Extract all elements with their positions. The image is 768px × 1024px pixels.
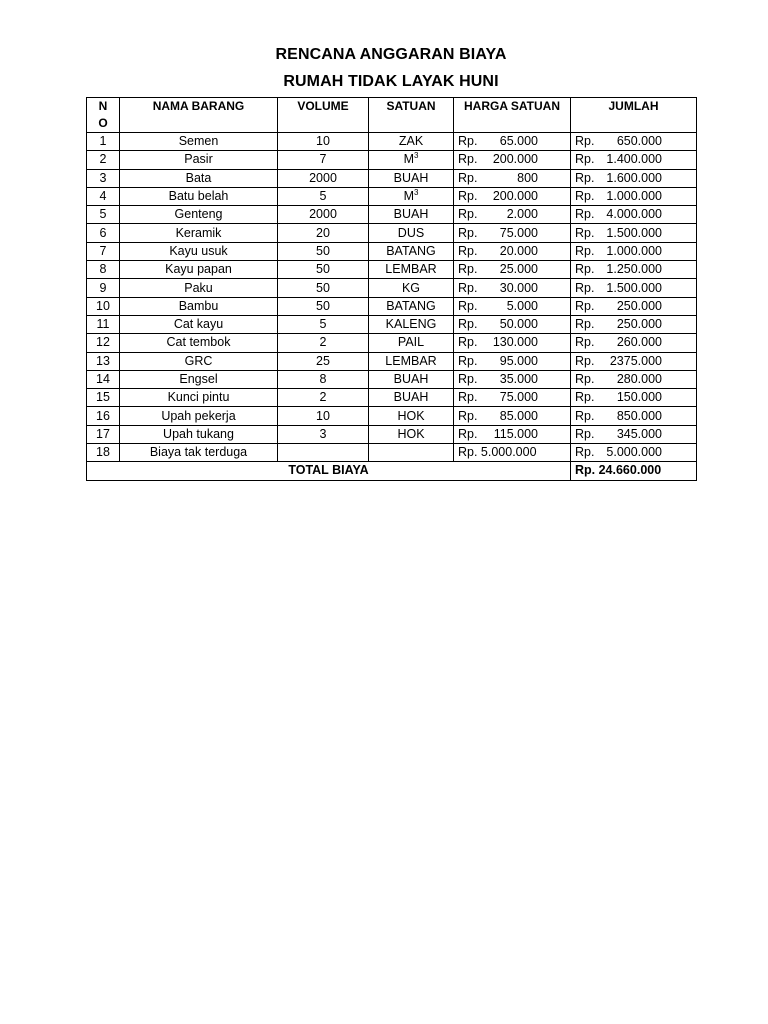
cell-no: 16 [87,407,120,425]
cell-harga-satuan [454,261,571,279]
jumlah-value: 850.000 [616,408,662,423]
cell-no: 11 [87,315,120,333]
currency-label: Rp. [458,152,478,167]
cell-volume: 5 [278,315,369,333]
cell-volume: 10 [278,407,369,425]
currency-label: Rp. [458,390,478,405]
currency-label: Rp. [575,189,595,204]
satuan-text: LEMBAR [385,262,437,277]
currency-label: Rp. [575,390,595,405]
cell-satuan [369,370,454,388]
jumlah-value: 4.000.000 [606,207,662,222]
satuan-text: M [403,152,414,167]
cell-jumlah [571,206,697,224]
currency-label: Rp. [575,134,595,149]
cell-nama-barang: Genteng [120,206,278,224]
table-row [87,352,697,370]
cell-harga-satuan [454,370,571,388]
budget-table [86,97,697,481]
cell-satuan [369,389,454,407]
header-volume: VOLUME [278,98,369,133]
jumlah-value: 1.000.000 [606,189,662,204]
cell-nama-barang: GRC [120,352,278,370]
currency-label: Rp. [458,298,478,313]
satuan-text: ZAK [398,134,424,149]
cell-nama-barang: Engsel [120,370,278,388]
header-nama-barang: NAMA BARANG [120,98,278,133]
harga-value: 50.000 [499,317,538,332]
cell-jumlah [571,315,697,333]
table-row [87,407,697,425]
cell-satuan [369,352,454,370]
header-no-line1: N [98,99,108,113]
harga-value: 75.000 [499,225,538,240]
cell-nama-barang: Upah tukang [120,425,278,443]
jumlah-value: 1.000.000 [606,243,662,258]
cell-jumlah [571,297,697,315]
currency-label: Rp. [458,262,478,277]
cell-no: 1 [87,133,120,151]
currency-label: Rp. [458,189,478,204]
cell-nama-barang: Keramik [120,224,278,242]
cell-harga-satuan [454,242,571,260]
currency-label: Rp. [575,152,595,167]
jumlah-value: 1.500.000 [606,225,662,240]
cell-nama-barang: Paku [120,279,278,297]
cell-nama-barang: Biaya tak terduga [120,444,278,462]
cell-harga-satuan [454,133,571,151]
harga-value: 85.000 [499,408,538,423]
harga-value: 5.000 [506,298,538,313]
cell-harga-satuan [454,334,571,352]
cell-satuan [369,297,454,315]
cell-jumlah [571,261,697,279]
document-title: RENCANA ANGGARAN BIAYA [275,46,507,63]
cell-volume [278,444,369,462]
cell-harga-satuan [454,425,571,443]
cell-no: 4 [87,187,120,205]
harga-value: 200.000 [492,189,538,204]
cell-satuan [369,279,454,297]
currency-label: Rp. [458,426,478,441]
cell-satuan [369,187,454,205]
cell-volume: 10 [278,133,369,151]
cell-volume: 8 [278,370,369,388]
total-value: Rp. 24.660.000 [571,462,697,480]
cell-harga-satuan [454,151,571,169]
header-row [87,98,697,133]
table-row [87,151,697,169]
satuan-text: KG [401,280,421,295]
cell-jumlah [571,370,697,388]
cell-no: 2 [87,151,120,169]
cell-volume: 7 [278,151,369,169]
cell-jumlah [571,224,697,242]
currency-label: Rp. [575,426,595,441]
header-jumlah: JUMLAH [571,98,697,133]
cell-volume: 2 [278,334,369,352]
satuan-superscript: 3 [413,187,419,197]
cell-volume: 50 [278,279,369,297]
jumlah-value: 1.400.000 [606,152,662,167]
cell-satuan [369,224,454,242]
cell-jumlah [571,425,697,443]
table-row [87,242,697,260]
cell-harga-satuan [454,224,571,242]
cell-satuan [369,315,454,333]
jumlah-value: 650.000 [616,134,662,149]
satuan-text: DUS [397,225,425,240]
cell-no: 15 [87,389,120,407]
header-satuan: SATUAN [369,98,454,133]
satuan-text: BATANG [386,243,436,258]
jumlah-value: 280.000 [616,372,662,386]
document-subtitle: RUMAH TIDAK LAYAK HUNI [283,73,499,90]
total-row [87,462,697,480]
currency-label: Rp. [458,335,478,350]
cell-no: 14 [87,370,120,388]
cell-volume: 2 [278,389,369,407]
cell-nama-barang: Batu belah [120,187,278,205]
currency-label: Rp. [458,170,478,185]
harga-value: 115.000 [493,426,538,441]
harga-value: 95.000 [499,353,538,368]
cell-nama-barang: Bata [120,169,278,187]
cell-harga-satuan [454,206,571,224]
jumlah-value: 150.000 [616,390,662,405]
currency-label: Rp. [575,207,595,222]
cell-satuan [369,334,454,352]
cell-nama-barang: Bambu [120,297,278,315]
jumlah-value: 250.000 [616,298,662,313]
table-row [87,389,697,407]
currency-label: Rp. [458,372,478,386]
jumlah-value: 345.000 [616,426,662,441]
table-row [87,297,697,315]
currency-label: Rp. [575,298,595,313]
currency-label: Rp. [575,445,595,460]
satuan-superscript: 3 [413,151,419,161]
cell-no: 17 [87,425,120,443]
cell-satuan [369,151,454,169]
currency-label: Rp. [575,408,595,423]
satuan-text: BUAH [393,170,429,185]
cell-harga-satuan: Rp. 5.000.000 [454,444,571,462]
cell-satuan [369,444,454,462]
cell-no: 7 [87,242,120,260]
cell-harga-satuan [454,315,571,333]
cell-jumlah [571,242,697,260]
cell-volume: 50 [278,261,369,279]
currency-label: Rp. [458,353,478,368]
cell-no: 6 [87,224,120,242]
cell-no: 8 [87,261,120,279]
jumlah-value: 5.000.000 [606,445,662,460]
satuan-text: M [403,189,414,204]
table-row [87,315,697,333]
cell-no: 13 [87,352,120,370]
table-row [87,206,697,224]
cell-satuan [369,206,454,224]
satuan-text: BUAH [393,372,429,386]
cell-satuan [369,169,454,187]
currency-label: Rp. [575,225,595,240]
currency-label: Rp. [575,243,595,258]
currency-label: Rp. [458,408,478,423]
cell-volume: 50 [278,297,369,315]
cell-volume: 5 [278,187,369,205]
cell-jumlah [571,407,697,425]
satuan-text: BUAH [393,390,429,405]
cell-no: 10 [87,297,120,315]
cell-satuan [369,407,454,425]
cell-no: 3 [87,169,120,187]
currency-label: Rp. [575,170,595,185]
currency-label: Rp. [575,372,595,386]
table-row [87,444,697,462]
cell-jumlah [571,352,697,370]
cell-harga-satuan [454,279,571,297]
currency-label: Rp. [575,317,595,332]
satuan-text: BATANG [386,298,436,313]
satuan-text: HOK [397,426,425,441]
table-row [87,224,697,242]
currency-label: Rp. [575,353,595,368]
cell-satuan [369,242,454,260]
currency-label: Rp. [458,243,478,258]
cell-satuan [369,261,454,279]
harga-value: 30.000 [499,280,538,295]
table-row [87,334,697,352]
cell-jumlah [571,444,697,462]
cell-nama-barang: Kayu papan [120,261,278,279]
satuan-text: HOK [397,408,425,423]
cell-no: 12 [87,334,120,352]
harga-value: 75.000 [499,390,538,405]
currency-label: Rp. [458,134,478,149]
cell-harga-satuan [454,389,571,407]
header-harga-satuan: HARGA SATUAN [454,98,571,133]
jumlah-value: 1.500.000 [606,280,662,295]
currency-label: Rp. [575,280,595,295]
cell-nama-barang: Kayu usuk [120,242,278,260]
cell-no: 18 [87,444,120,462]
cell-nama-barang: Kunci pintu [120,389,278,407]
cell-nama-barang: Pasir [120,151,278,169]
table-row [87,187,697,205]
harga-value: 200.000 [492,152,538,167]
table-row [87,261,697,279]
cell-satuan [369,425,454,443]
currency-label: Rp. [458,207,478,222]
cell-jumlah [571,279,697,297]
harga-value: 20.000 [499,243,538,258]
table-body [87,133,697,462]
cell-nama-barang: Cat kayu [120,315,278,333]
cell-volume: 50 [278,242,369,260]
header-no-line2: O [98,116,108,130]
currency-label: Rp. [575,262,595,277]
cell-jumlah [571,187,697,205]
cell-jumlah [571,389,697,407]
table-row [87,133,697,151]
cell-harga-satuan [454,352,571,370]
satuan-text: KALENG [385,317,437,332]
cell-no: 5 [87,206,120,224]
jumlah-value: 260.000 [616,335,662,350]
harga-value: 2.000 [506,207,538,222]
table-row [87,279,697,297]
cell-nama-barang: Upah pekerja [120,407,278,425]
table-row [87,169,697,187]
cell-satuan [369,133,454,151]
cell-jumlah [571,334,697,352]
jumlah-value: 1.250.000 [606,262,662,277]
satuan-text: PAIL [397,335,425,350]
harga-value: 25.000 [499,262,538,277]
table-row [87,425,697,443]
cell-harga-satuan [454,297,571,315]
table-row [87,370,697,388]
cell-jumlah [571,151,697,169]
cell-volume: 20 [278,224,369,242]
jumlah-value: 1.600.000 [606,170,662,185]
header-no [87,98,120,133]
cell-jumlah [571,169,697,187]
cell-harga-satuan [454,407,571,425]
harga-value: 130.000 [492,335,538,350]
satuan-text: BUAH [393,207,429,222]
currency-label: Rp. [458,280,478,295]
harga-value: 35.000 [499,372,538,386]
harga-value: 65.000 [499,134,538,149]
total-label: TOTAL BIAYA [87,462,571,480]
jumlah-value: 2375.000 [609,353,662,368]
cell-nama-barang: Semen [120,133,278,151]
cell-nama-barang: Cat tembok [120,334,278,352]
cell-volume: 2000 [278,169,369,187]
cell-harga-satuan [454,187,571,205]
cell-jumlah [571,133,697,151]
cell-volume: 2000 [278,206,369,224]
satuan-text: LEMBAR [385,353,437,368]
harga-value: 800 [517,170,538,185]
currency-label: Rp. [458,317,478,332]
currency-label: Rp. [575,335,595,350]
cell-harga-satuan [454,169,571,187]
cell-no: 9 [87,279,120,297]
jumlah-value: 250.000 [616,317,662,332]
cell-volume: 3 [278,425,369,443]
cell-volume: 25 [278,352,369,370]
currency-label: Rp. [458,225,478,240]
